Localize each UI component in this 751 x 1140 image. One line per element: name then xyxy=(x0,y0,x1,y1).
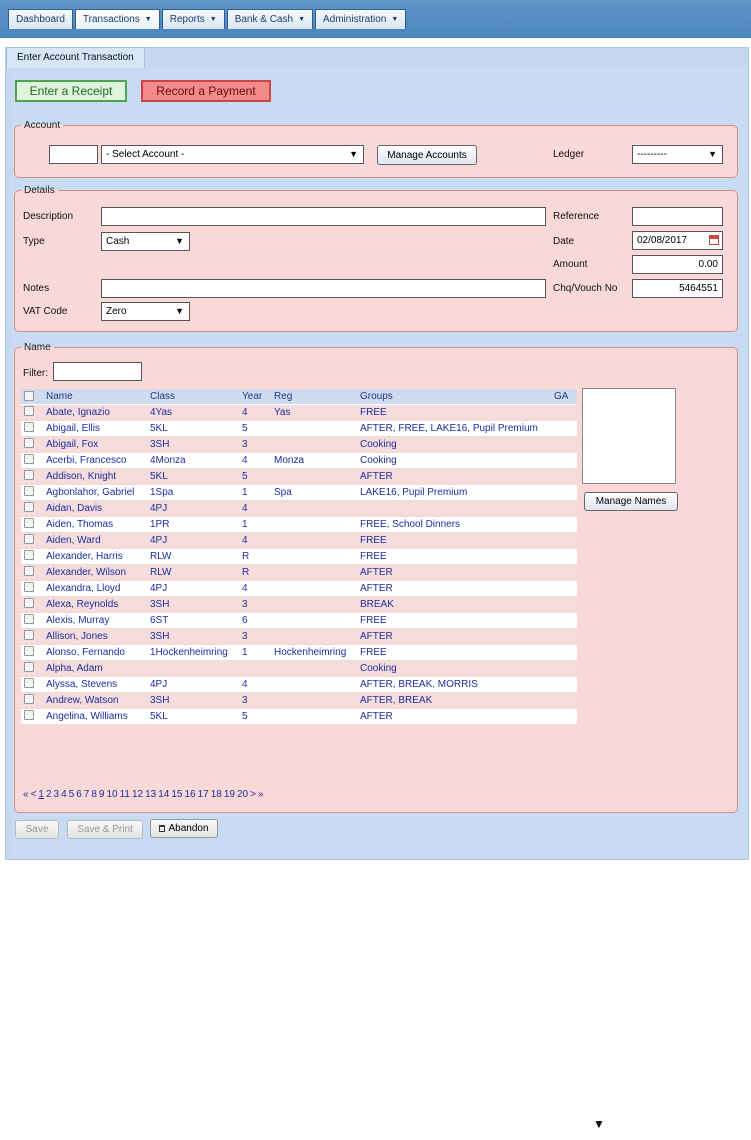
nav-bank-cash[interactable] xyxy=(227,9,313,29)
selected-names-list[interactable] xyxy=(582,388,676,484)
cell-name: Addison, Knight xyxy=(43,469,147,485)
column-header-class[interactable]: Class xyxy=(147,389,239,405)
cell-groups: AFTER, BREAK xyxy=(357,693,551,709)
vat-code-select[interactable] xyxy=(101,302,190,321)
date-label: Date xyxy=(553,236,575,247)
nav-administration[interactable] xyxy=(315,9,406,29)
cell-groups: FREE xyxy=(357,549,551,565)
table-row[interactable] xyxy=(21,421,577,437)
table-row[interactable] xyxy=(21,581,577,597)
chevron-down-icon: ▼ xyxy=(175,236,184,246)
row-checkbox-cell xyxy=(21,437,43,453)
cell-year: 1 xyxy=(239,485,271,501)
cell-year: 6 xyxy=(239,613,271,629)
cell-ga xyxy=(551,437,577,453)
cell-ga xyxy=(551,453,577,469)
pager-prev-link[interactable]: < xyxy=(30,789,37,800)
cell-reg xyxy=(271,501,357,517)
cell-groups: AFTER xyxy=(357,581,551,597)
row-checkbox-cell xyxy=(21,421,43,437)
row-checkbox-cell xyxy=(21,677,43,693)
pager-page-link[interactable]: 4 xyxy=(61,789,67,800)
column-header-year[interactable]: Year xyxy=(239,389,271,405)
cell-groups: FREE xyxy=(357,405,551,421)
ledger-label: Ledger xyxy=(553,149,585,160)
cell-groups: FREE xyxy=(357,613,551,629)
row-checkbox-cell xyxy=(21,485,43,501)
cell-year: 4 xyxy=(239,677,271,693)
cell-reg: Hockenheimring xyxy=(271,645,357,661)
row-checkbox-cell xyxy=(21,405,43,421)
cell-reg xyxy=(271,469,357,485)
pager-page-link[interactable]: 18 xyxy=(210,789,222,800)
cell-name: Agbonlahor, Gabriel xyxy=(43,485,147,501)
cell-name: Allison, Jones xyxy=(43,629,147,645)
cell-reg xyxy=(271,661,357,677)
cell-name: Abigail, Ellis xyxy=(43,421,147,437)
pager-page-link[interactable]: 11 xyxy=(119,789,130,800)
row-checkbox[interactable] xyxy=(24,694,34,704)
chevron-down-icon: ▼ xyxy=(175,306,184,316)
cell-class: 5KL xyxy=(147,709,239,725)
table-row[interactable] xyxy=(21,597,577,613)
account-select[interactable] xyxy=(101,145,364,164)
cell-year: R xyxy=(239,565,271,581)
cell-class: 5KL xyxy=(147,469,239,485)
cell-groups: AFTER xyxy=(357,629,551,645)
notes-label: Notes xyxy=(23,283,50,294)
cell-ga xyxy=(551,629,577,645)
table-row[interactable] xyxy=(21,613,577,629)
cell-reg xyxy=(271,581,357,597)
chq-vouch-label: Chq/Vouch No xyxy=(553,283,618,294)
cell-year: 3 xyxy=(239,693,271,709)
cell-name: Angelina, Williams xyxy=(43,709,147,725)
chevron-down-icon: ▼ xyxy=(708,149,717,159)
table-row[interactable] xyxy=(21,469,577,485)
chevron-down-icon: ▼ xyxy=(209,16,217,23)
row-checkbox[interactable] xyxy=(24,550,34,560)
cell-name: Aidan, Davis xyxy=(43,501,147,517)
cell-groups: AFTER xyxy=(357,469,551,485)
cell-name: Abigail, Fox xyxy=(43,437,147,453)
pager-page-link[interactable]: 10 xyxy=(106,789,118,800)
cell-year: 5 xyxy=(239,709,271,725)
filter-input[interactable] xyxy=(53,362,142,381)
description-input[interactable] xyxy=(101,207,546,226)
cell-name: Alexandra, Lloyd xyxy=(43,581,147,597)
description-label: Description xyxy=(23,211,74,222)
amount-label: Amount xyxy=(553,259,588,270)
nav-transactions[interactable] xyxy=(75,9,160,29)
chevron-down-icon: ▼ xyxy=(349,149,358,159)
calendar-icon[interactable] xyxy=(709,235,719,245)
cell-class: 1Spa xyxy=(147,485,239,501)
cell-reg xyxy=(271,549,357,565)
cell-name: Abate, Ignazio xyxy=(43,405,147,421)
pager-page-link[interactable]: 16 xyxy=(184,789,196,800)
main-nav xyxy=(8,9,406,29)
cell-class: 3SH xyxy=(147,597,239,613)
cell-ga xyxy=(551,693,577,709)
cell-year: 4 xyxy=(239,501,271,517)
pager-page-link[interactable]: 6 xyxy=(76,789,82,800)
cell-ga xyxy=(551,597,577,613)
pager-next-link[interactable]: > xyxy=(250,789,256,800)
cell-groups: LAKE16, Pupil Premium xyxy=(357,485,551,501)
cell-reg: Monza xyxy=(271,453,357,469)
row-checkbox[interactable] xyxy=(24,582,34,592)
cell-name: Alonso, Fernando xyxy=(43,645,147,661)
row-checkbox[interactable] xyxy=(24,614,34,624)
pager-page-link[interactable]: 2 xyxy=(45,789,52,800)
cell-name: Alexander, Harris xyxy=(43,549,147,565)
cell-year: R xyxy=(239,549,271,565)
row-checkbox[interactable] xyxy=(24,662,34,672)
table-row[interactable] xyxy=(21,533,577,549)
cell-year xyxy=(239,661,271,677)
pager-page-link[interactable]: 15 xyxy=(171,789,183,800)
cell-class: 1Hockenheimring xyxy=(147,645,239,661)
cell-year: 1 xyxy=(239,645,271,661)
cell-groups: AFTER, BREAK, MORRIS xyxy=(357,677,551,693)
cell-name: Alexander, Wilson xyxy=(43,565,147,581)
cell-ga xyxy=(551,533,577,549)
cell-reg xyxy=(271,421,357,437)
cell-class: 4Yas xyxy=(147,405,239,421)
ledger-select-value: --------- xyxy=(637,149,667,160)
cell-ga xyxy=(551,485,577,501)
pager-page-link[interactable]: 1 xyxy=(38,789,44,800)
cell-ga xyxy=(551,709,577,725)
cell-class: 4PJ xyxy=(147,501,239,517)
cell-ga xyxy=(551,565,577,581)
row-checkbox[interactable] xyxy=(24,438,34,448)
select-all-checkbox-header[interactable] xyxy=(21,389,43,405)
cell-class: 3SH xyxy=(147,693,239,709)
cell-ga xyxy=(551,549,577,565)
row-checkbox-cell xyxy=(21,453,43,469)
names-table xyxy=(21,389,577,725)
cell-groups: AFTER, FREE, LAKE16, Pupil Premium xyxy=(357,421,551,437)
cell-groups xyxy=(357,501,551,517)
trash-icon xyxy=(159,825,165,832)
date-input[interactable] xyxy=(632,231,723,250)
save-button[interactable]: Save xyxy=(15,820,59,839)
row-checkbox-cell xyxy=(21,629,43,645)
row-checkbox-cell xyxy=(21,709,43,725)
pager-page-link[interactable]: 14 xyxy=(158,789,170,800)
row-checkbox-cell xyxy=(21,613,43,629)
nav-dashboard[interactable] xyxy=(8,9,73,29)
cell-class: 4PJ xyxy=(147,581,239,597)
column-header-name[interactable]: Name xyxy=(43,389,147,405)
cell-ga xyxy=(551,581,577,597)
cell-reg xyxy=(271,613,357,629)
account-code-input[interactable] xyxy=(49,145,98,164)
row-checkbox[interactable] xyxy=(24,454,34,464)
row-checkbox[interactable] xyxy=(24,598,34,608)
chq-vouch-input[interactable]: 5464551 xyxy=(632,279,723,298)
row-checkbox-cell xyxy=(21,597,43,613)
row-checkbox-cell xyxy=(21,517,43,533)
cell-groups: Cooking xyxy=(357,453,551,469)
cell-reg: Spa xyxy=(271,485,357,501)
cell-ga xyxy=(551,405,577,421)
ledger-select[interactable] xyxy=(632,145,723,164)
table-row[interactable] xyxy=(21,549,577,565)
abandon-button[interactable] xyxy=(150,819,218,838)
row-checkbox-cell xyxy=(21,693,43,709)
table-row[interactable] xyxy=(21,437,577,453)
cell-reg xyxy=(271,517,357,533)
row-checkbox[interactable] xyxy=(24,534,34,544)
row-checkbox[interactable] xyxy=(24,502,34,512)
pager-page-link[interactable]: 13 xyxy=(145,789,157,800)
cell-groups: BREAK xyxy=(357,597,551,613)
cell-groups: Cooking xyxy=(357,661,551,677)
table-row[interactable] xyxy=(21,645,577,661)
cell-groups: AFTER xyxy=(357,709,551,725)
cell-year: 4 xyxy=(239,405,271,421)
cell-class: 4Monza xyxy=(147,453,239,469)
cell-name: Alyssa, Stevens xyxy=(43,677,147,693)
table-row[interactable] xyxy=(21,485,577,501)
names-table-body xyxy=(21,405,577,725)
table-row[interactable] xyxy=(21,709,577,725)
row-checkbox[interactable] xyxy=(24,710,34,720)
table-row[interactable] xyxy=(21,677,577,693)
vat-code-label: VAT Code xyxy=(23,306,68,317)
type-label: Type xyxy=(23,236,45,247)
column-header-ga[interactable]: GA xyxy=(551,389,577,405)
cell-groups: Cooking xyxy=(357,437,551,453)
tab-enter-account-transaction[interactable]: Enter Account Transaction xyxy=(6,47,145,68)
reference-input[interactable] xyxy=(632,207,723,226)
cell-ga xyxy=(551,661,577,677)
cell-class: RLW xyxy=(147,565,239,581)
cell-class: 6ST xyxy=(147,613,239,629)
cell-reg xyxy=(271,565,357,581)
cell-reg xyxy=(271,533,357,549)
cell-name: Alexa, Reynolds xyxy=(43,597,147,613)
column-header-reg[interactable]: Reg xyxy=(271,389,357,405)
cell-groups: FREE, School Dinners xyxy=(357,517,551,533)
type-select-value: Cash xyxy=(106,236,130,247)
pager-last-link[interactable]: » xyxy=(257,789,264,800)
row-checkbox[interactable] xyxy=(24,646,34,656)
row-checkbox[interactable] xyxy=(24,406,34,416)
pager-page-link[interactable]: 17 xyxy=(197,789,209,800)
cell-ga xyxy=(551,517,577,533)
cell-groups: FREE xyxy=(357,645,551,661)
record-payment-button[interactable]: Record a Payment xyxy=(141,80,271,102)
name-legend: Name xyxy=(24,342,51,353)
cell-ga xyxy=(551,677,577,693)
chevron-down-icon: ▼ xyxy=(391,16,399,23)
row-checkbox-cell xyxy=(21,469,43,485)
cell-year: 1 xyxy=(239,517,271,533)
row-checkbox[interactable] xyxy=(24,422,34,432)
chevron-down-icon: ▼ xyxy=(593,1117,605,1131)
cell-groups: AFTER xyxy=(357,565,551,581)
pager-page-link[interactable]: 7 xyxy=(83,789,90,800)
cell-reg xyxy=(271,629,357,645)
details-legend: Details xyxy=(24,185,55,196)
pager-page-link[interactable]: 8 xyxy=(91,789,97,800)
pager-first-link[interactable]: « xyxy=(23,789,29,800)
cell-year: 4 xyxy=(239,453,271,469)
pagination xyxy=(23,789,266,800)
manage-accounts-button[interactable]: Manage Accounts xyxy=(377,145,477,165)
pager-page-link[interactable]: 19 xyxy=(223,789,235,800)
cell-year: 5 xyxy=(239,469,271,485)
names-table-header xyxy=(21,389,577,405)
row-checkbox-cell xyxy=(21,533,43,549)
pager-page-link[interactable]: 12 xyxy=(131,789,144,800)
table-row[interactable] xyxy=(21,661,577,677)
row-checkbox[interactable] xyxy=(24,566,34,576)
cell-year: 3 xyxy=(239,629,271,645)
row-checkbox-cell xyxy=(21,501,43,517)
manage-names-button[interactable]: Manage Names xyxy=(584,492,678,511)
pager-page-link[interactable]: 9 xyxy=(98,789,105,800)
cell-reg xyxy=(271,693,357,709)
cell-groups: FREE xyxy=(357,533,551,549)
chevron-down-icon: ▼ xyxy=(298,16,305,23)
cell-class: 3SH xyxy=(147,629,239,645)
row-checkbox[interactable] xyxy=(24,518,34,528)
cell-name: Andrew, Watson xyxy=(43,693,147,709)
cell-class: 1PR xyxy=(147,517,239,533)
nav-reports[interactable] xyxy=(162,9,225,29)
cell-class: RLW xyxy=(147,549,239,565)
cell-ga xyxy=(551,469,577,485)
cell-year: 4 xyxy=(239,533,271,549)
cell-name: Alexis, Murray xyxy=(43,613,147,629)
cell-name: Alpha, Adam xyxy=(43,661,147,677)
table-row[interactable] xyxy=(21,501,577,517)
table-row[interactable] xyxy=(21,405,577,421)
cell-ga xyxy=(551,501,577,517)
cell-reg xyxy=(271,597,357,613)
cell-year: 5 xyxy=(239,421,271,437)
nav-item-label: Dashboard xyxy=(16,14,65,25)
cell-year: 4 xyxy=(239,581,271,597)
enter-receipt-button[interactable]: Enter a Receipt xyxy=(15,80,127,102)
amount-input[interactable]: 0.00 xyxy=(632,255,723,274)
cell-ga xyxy=(551,645,577,661)
save-print-button[interactable]: Save & Print xyxy=(67,820,143,839)
cell-class: 4PJ xyxy=(147,533,239,549)
top-menu-bar xyxy=(0,0,751,38)
chevron-down-icon: ▼ xyxy=(144,16,152,23)
cell-reg: Yas xyxy=(271,405,357,421)
filter-label: Filter: xyxy=(23,368,48,379)
cell-reg xyxy=(271,677,357,693)
table-row[interactable] xyxy=(21,565,577,581)
pager-page-link[interactable]: 5 xyxy=(68,789,75,800)
row-checkbox[interactable] xyxy=(24,470,34,480)
row-checkbox-cell xyxy=(21,565,43,581)
table-row[interactable] xyxy=(21,517,577,533)
nav-item-label: Reports xyxy=(169,14,205,25)
row-checkbox-cell xyxy=(21,549,43,565)
cell-class: 3SH xyxy=(147,437,239,453)
nav-item-label: Administration xyxy=(323,14,387,25)
table-row[interactable] xyxy=(21,693,577,709)
cell-class: 4PJ xyxy=(147,677,239,693)
cell-class xyxy=(147,661,239,677)
row-checkbox-cell xyxy=(21,581,43,597)
account-select-value: - Select Account - xyxy=(106,149,185,160)
cell-name: Aiden, Ward xyxy=(43,533,147,549)
row-checkbox[interactable] xyxy=(24,486,34,496)
pager-page-link[interactable]: 20 xyxy=(236,789,249,800)
cell-name: Acerbi, Francesco xyxy=(43,453,147,469)
column-header-groups[interactable]: Groups xyxy=(357,389,551,405)
type-select[interactable] xyxy=(101,232,190,251)
account-legend: Account xyxy=(24,120,61,131)
row-checkbox-cell xyxy=(21,645,43,661)
row-checkbox[interactable] xyxy=(24,630,34,640)
cell-ga xyxy=(551,421,577,437)
row-checkbox[interactable] xyxy=(24,678,34,688)
abandon-label: Abandon xyxy=(168,823,209,834)
cell-ga xyxy=(551,613,577,629)
reference-label: Reference xyxy=(553,211,600,222)
table-row[interactable] xyxy=(21,629,577,645)
cell-class: 5KL xyxy=(147,421,239,437)
cell-year: 3 xyxy=(239,597,271,613)
cell-reg xyxy=(271,437,357,453)
cell-year: 3 xyxy=(239,437,271,453)
nav-item-label: Transactions xyxy=(82,14,140,25)
row-checkbox-cell xyxy=(21,661,43,677)
vat-code-select-value: Zero xyxy=(106,306,127,317)
cell-reg xyxy=(271,709,357,725)
select-all-checkbox[interactable] xyxy=(24,391,34,401)
cell-name: Aiden, Thomas xyxy=(43,517,147,533)
notes-input[interactable] xyxy=(101,279,546,298)
pager-page-link[interactable]: 3 xyxy=(53,789,60,800)
nav-item-label: Bank & Cash xyxy=(234,14,294,25)
table-row[interactable] xyxy=(21,453,577,469)
date-value: 02/08/2017 xyxy=(637,235,688,246)
